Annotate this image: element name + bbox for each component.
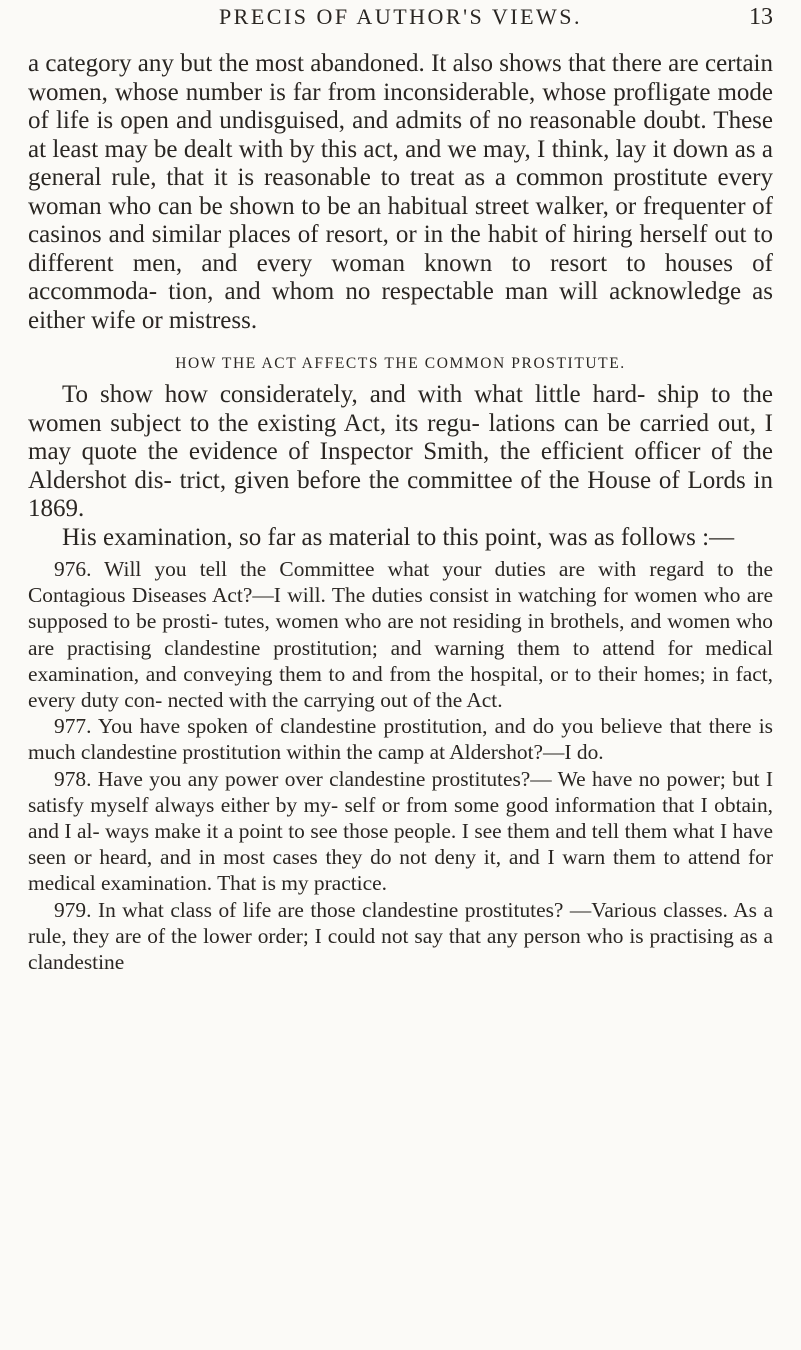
- evidence-978: 978. Have you any power over clandestine prostitutes?— We have no power; but I satisfy myself always either by my- self or from some good information that I obtain, and I al- ways make it a point to see those people. I see them and tell them what I have seen or heard, and in most cases they do not deny it, and I warn them to attend for medical examination. That is my practice.: [28, 766, 773, 896]
- section-intro-paragraph: To show how considerately, and with what little hard- ship to the women subject to the existing Act, its regu- lations can be carried out, I may quote the evidence of Inspector Smith, the efficient officer of the Aldershot dis- trict, given before the committee of the House of Lords in 1869.: [28, 381, 773, 522]
- evidence-979: 979. In what class of life are those clandestine prostitutes? —Various classes. As a rule, they are of the lower order; I could not say that any person who is practising as a clandestine: [28, 897, 773, 975]
- page-number: 13: [749, 4, 773, 30]
- section-heading: HOW THE ACT AFFECTS THE COMMON PROSTITUTE.: [175, 355, 626, 372]
- running-head: [28, 4, 773, 34]
- examination-intro-paragraph: His examination, so far as material to this point, was as follows :—: [62, 523, 735, 551]
- running-title: PRECIS OF AUTHOR'S VIEWS.: [218, 4, 583, 29]
- page-body: [28, 50, 773, 975]
- evidence-976: 976. Will you tell the Committee what your duties are with regard to the Contagious Diseases Act?—I will. The duties consist in watching for women who are supposed to be prosti- tutes, women who are not residing in brothels, and women who are practising clandestine prostitution; and warning them to attend for medical examination, and conveying them to and from the hospital, or to their homes; in fact, every duty con- nected with the carrying out of the Act.: [28, 557, 773, 713]
- evidence-977: 977. You have spoken of clandestine prostitution, and do you believe that there is much clandestine prostitution within the camp at Aldershot?—I do.: [28, 714, 773, 765]
- opening-paragraph: a category any but the most abandoned. It also shows that there are certain women, whose number is far from inconsiderable, whose profligate mode of life is open and undisguised, and admits of no reasonable doubt. These at least may be dealt with by this act, and we may, I think, lay it down as a general rule, that it is reasonable to treat as a common prostitute every woman who can be shown to be an habitual street walker, or frequenter of casinos and similar places of resort, or in the habit of hiring herself out to different men, and every woman known to resort to houses of accommoda- tion, and whom no respectable man will acknowledge as either wife or mistress.: [28, 50, 773, 334]
